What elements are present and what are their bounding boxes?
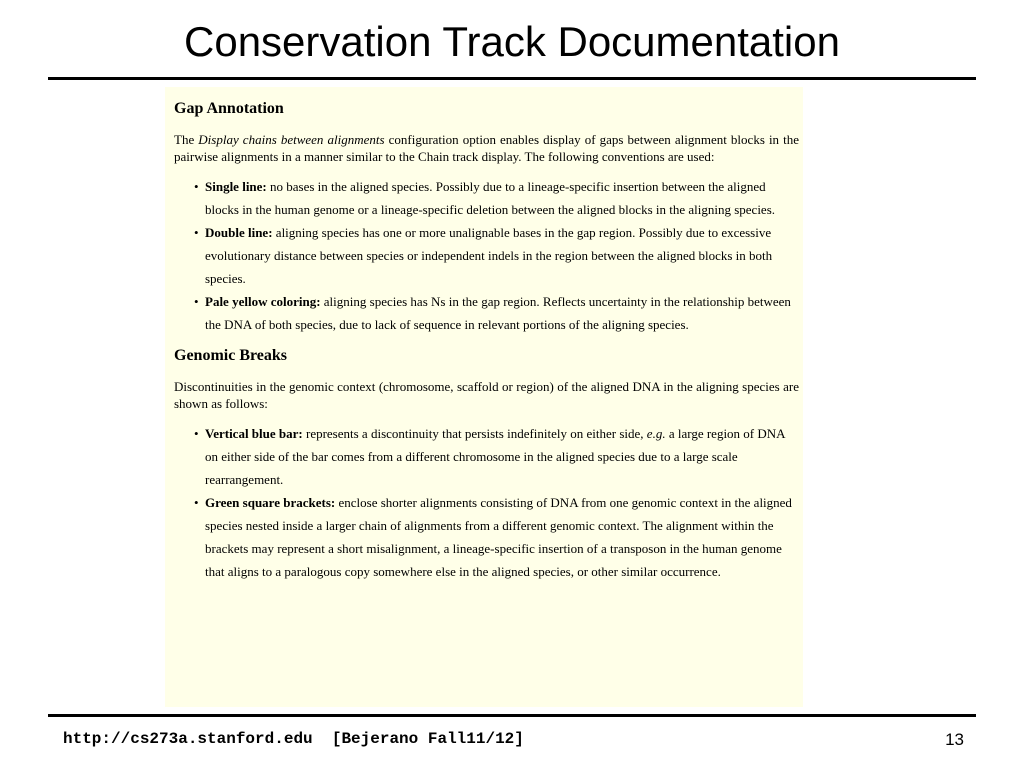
title-divider <box>48 77 976 80</box>
footer-divider <box>48 714 976 717</box>
list-item-double-line: • Double line: aligning species has one or more unalignable bases in the gap region. Possibly due to excessive evolutionary distance between species or independent indels in the region between the aligned blocks in both species. <box>174 221 799 290</box>
bullet-icon: • <box>194 426 199 441</box>
bullet-icon: • <box>194 179 199 194</box>
list-item-pale-yellow: • Pale yellow coloring: aligning species has Ns in the gap region. Reflects uncertainty in the relationship between the DNA of both species, due to lack of sequence in relevant portions of the aligning species. <box>174 290 799 336</box>
gap-annotation-intro: The Display chains between alignments configuration option enables display of gaps between alignment blocks in the pairwise alignments in a manner similar to the Chain track display. The following conventions are used: <box>174 132 800 164</box>
genomic-breaks-intro: Discontinuities in the genomic context (chromosome, scaffold or region) of the aligned DNA in the aligning species are shown as follows: <box>174 379 799 411</box>
gap-annotation-heading: Gap Annotation <box>174 100 284 117</box>
slide-title: Conservation Track Documentation <box>184 18 840 65</box>
documentation-excerpt <box>165 87 803 707</box>
list-item-vertical-blue-bar: • Vertical blue bar: represents a discontinuity that persists indefinitely on either side, e.g. a large region of DNA on either side of the bar comes from a different chromosome in the aligned species due to a large scale rearrangement. <box>174 422 799 491</box>
footer-course-url: http://cs273a.stanford.edu [Bejerano Fall11/12] <box>63 730 524 748</box>
bullet-icon: • <box>194 294 199 309</box>
genomic-breaks-list <box>174 422 799 583</box>
gap-conventions-list <box>174 175 799 336</box>
genomic-breaks-heading: Genomic Breaks <box>174 347 288 364</box>
page-number: 13 <box>945 730 964 749</box>
list-item-green-brackets: • Green square brackets: enclose shorter alignments consisting of DNA from one genomic context in the aligned species nested inside a larger chain of alignments from a different genomic context. The alignment within the brackets may represent a short misalignment, a lineage-specific insertion of a transposon in the human genome that aligns to a paralogous copy somewhere else in the aligned species, or other similar occurrence. <box>174 491 799 583</box>
option-name: Display chains between alignments <box>198 132 385 147</box>
bullet-icon: • <box>194 495 199 510</box>
list-item-single-line: • Single line: no bases in the aligned species. Possibly due to a lineage-specific insertion between the aligned blocks in the human genome or a lineage-specific deletion between the aligned blocks in the aligning species. <box>174 175 799 221</box>
bullet-icon: • <box>194 225 199 240</box>
